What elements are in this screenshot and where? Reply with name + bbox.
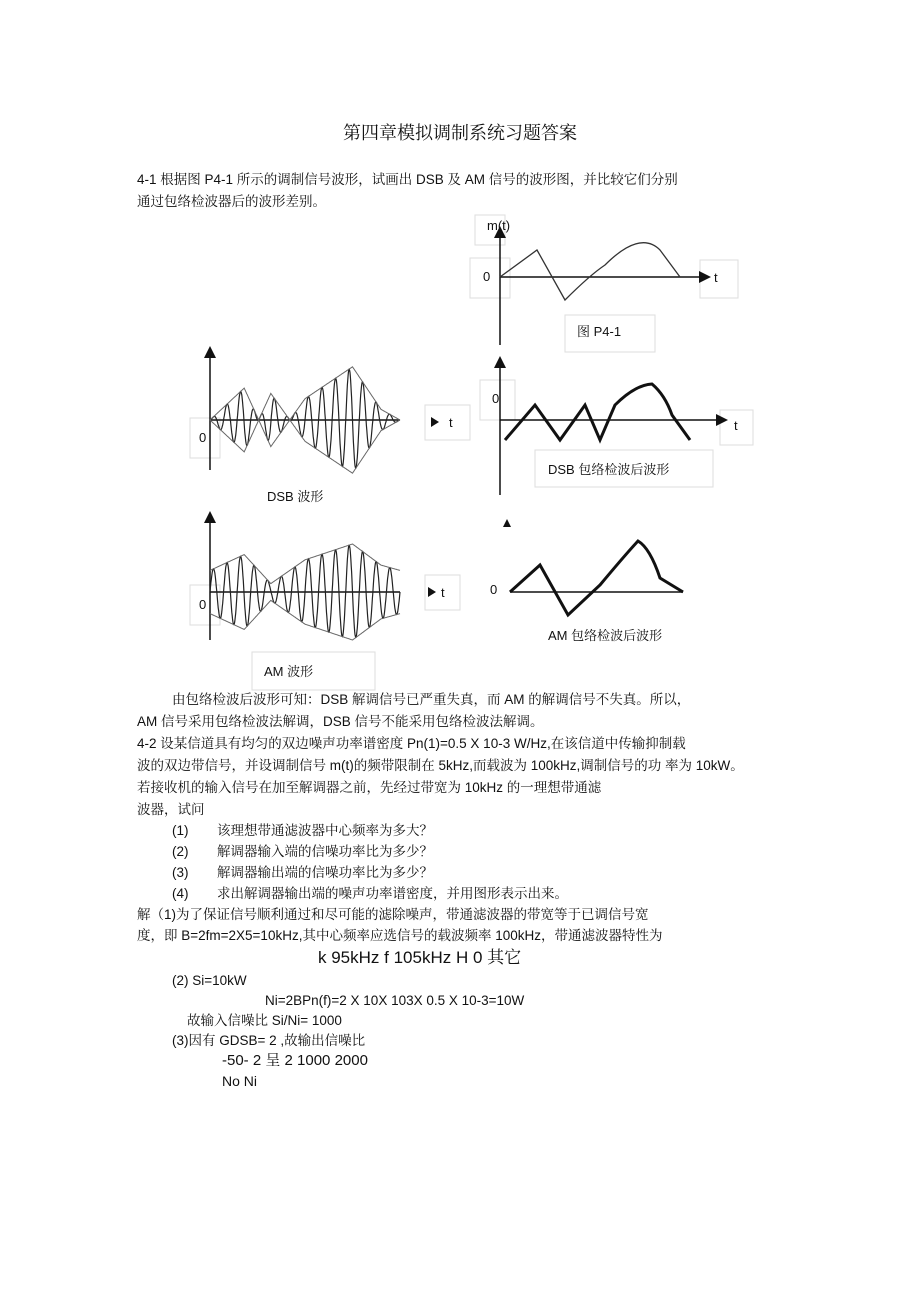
- question-num: (2): [172, 844, 189, 859]
- question-text: 解调器输出端的信噪功率比为多少？: [217, 865, 433, 880]
- dsb-carrier-wave: [210, 369, 400, 468]
- answer-p2a: (2) Si=10kW: [172, 973, 247, 988]
- mt-zero: 0: [483, 269, 491, 284]
- question-4-1-line1: 4-1 根据图 P4-1 所示的调制信号波形，试画出 DSB 及 AM 信号的波形图，并比较它们分别: [137, 172, 678, 187]
- body-line: AM 信号采用包络检波法解调，DSB 信号不能采用包络检波法解调。: [137, 714, 544, 729]
- body-line: 波器，试问: [137, 802, 205, 817]
- am-t: t: [441, 585, 445, 600]
- question-text: 该理想带通滤波器中心频率为多大？: [217, 823, 433, 838]
- body-line: 若接收机的输入信号在加至解调器之前，先经过带宽为 10kHz 的一理想带通滤: [137, 780, 602, 795]
- dsb-env-zero: 0: [492, 391, 500, 406]
- am-env-caption: AM 包络检波后波形: [548, 628, 663, 643]
- am-zero: 0: [199, 597, 207, 612]
- question-text: 求出解调器输出端的噪声功率谱密度，并用图形表示出来。: [217, 886, 568, 901]
- filter-formula: k 95kHz f 105kHz H 0 其它: [318, 948, 522, 967]
- dsb-t: t: [449, 415, 453, 430]
- figure-dsb-envelope: [480, 362, 753, 495]
- question-num: (1): [172, 823, 189, 838]
- answer-p2c: 故输入信噪比 Si/Ni= 1000: [187, 1013, 342, 1028]
- am-env-zero: 0: [490, 582, 498, 597]
- figure-am: [190, 517, 460, 690]
- body-line: 4-2 设某信道具有均匀的双边噪声功率谱密度 Pn(1)=0.5 X 10-3 W/Hz,在该信道中传输抑制载: [137, 736, 686, 751]
- mt-caption: 图 P4-1: [577, 324, 622, 339]
- figure-am-envelope: [490, 519, 683, 643]
- mt-ylabel: m(t): [487, 218, 511, 233]
- answer-p3b: -50- 2 呈 2 1000 2000: [222, 1052, 368, 1069]
- answer-line2: 度，即 B=2fm=2X5=10kHz,其中心频率应选信号的载波频率 100kHz，带通滤波器特性为: [137, 928, 663, 943]
- answer-p3a: (3)因有 GDSB= 2 ,故输出信噪比: [172, 1033, 366, 1048]
- mt-t: t: [714, 270, 718, 285]
- answer-p2b: Ni=2BPn(f)=2 X 10X 103X 0.5 X 10-3=10W: [265, 993, 525, 1008]
- body-line: 波的双边带信号，并设调制信号 m(t)的频带限制在 5kHz,而载波为 100kHz,调制信号的功 率为 10kW。: [137, 758, 744, 773]
- question-num: (3): [172, 865, 189, 880]
- dsb-env-t: t: [734, 418, 738, 433]
- page-title: 第四章模拟调制系统习题答案: [343, 123, 577, 144]
- question-text: 解调器输入端的信噪功率比为多少？: [217, 844, 433, 859]
- question-4-1-line2: 通过包络检波器后的波形差别。: [137, 194, 326, 209]
- answer-p3c: No Ni: [222, 1073, 258, 1089]
- am-caption: AM 波形: [264, 664, 314, 679]
- question-num: (4): [172, 886, 189, 901]
- dsb-caption: DSB 波形: [267, 489, 324, 504]
- dsb-zero: 0: [199, 430, 207, 445]
- answer-line1: 解（1)为了保证信号顺利通过和尽可能的滤除噪声，带通滤波器的带宽等于已调信号宽: [137, 907, 649, 922]
- body-line: 由包络检波后波形可知：DSB 解调信号已严重失真，而 AM 的解调信号不失真。所以，: [172, 692, 691, 707]
- figure-mt: [470, 215, 738, 352]
- dsb-env-caption: DSB 包络检波后波形: [548, 462, 670, 477]
- figure-dsb: [190, 352, 470, 504]
